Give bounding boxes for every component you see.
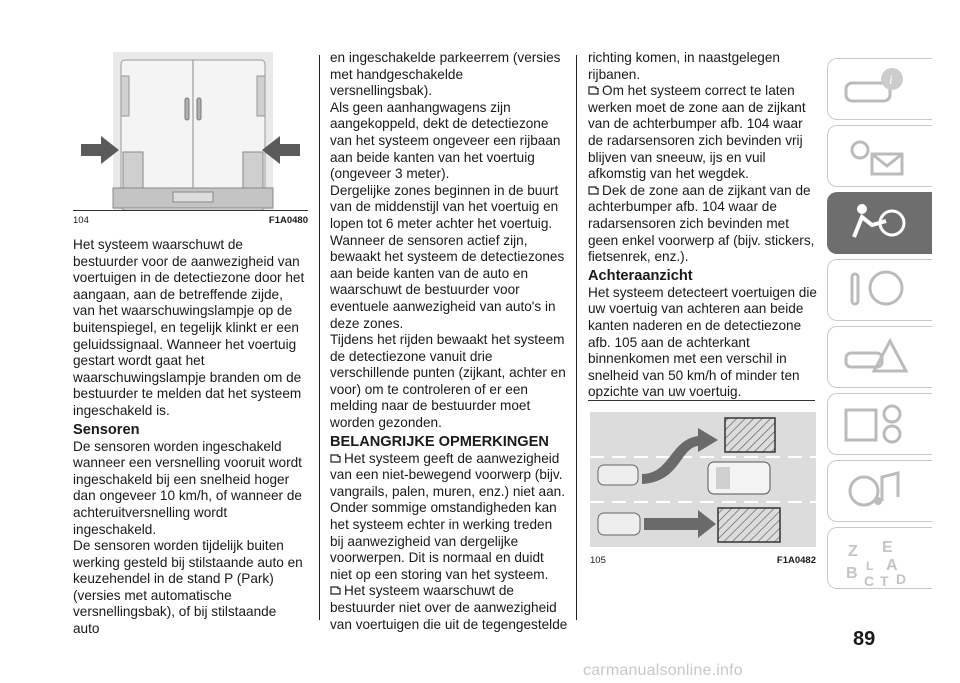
note-item <box>588 183 818 266</box>
paragraph: Tijdens het rijden bewaakt het systeem de detectiezone vanuit drie verschillende punten (zijkant, achter en voor) om te controleren of er een melding naar de bestuurder moet worden gezonden. <box>330 332 566 431</box>
note-bullet-icon <box>330 586 341 595</box>
van-rear-illustration <box>73 52 308 212</box>
note-text: Het systeem waarschuwt de bestuurder niet over de aanwezigheid van voertuigen die uit de tegengestelde <box>330 583 568 632</box>
detection-zone-left <box>725 418 775 452</box>
note-text: Om het systeem correct te laten werken moet de zone aan de zijkant van de achterbumper afb. 104 waar de radarsensoren zich bevinden vrij blijven van sneeuw, ijs en vuil afkomstig van het wegdek. <box>588 83 806 182</box>
note-item <box>330 451 568 584</box>
detection-zone-right <box>718 508 780 542</box>
figure-code: F1A0480 <box>268 215 308 226</box>
figure-104 <box>73 52 308 212</box>
note-text: Dek de zone aan de zijkant van de achterbumper afb. 104 waar de radarsensoren zich bevinden met geen enkel voorwerp af (bijv. stickers, fietsenrek, enz.). <box>588 182 815 265</box>
page-number: 89 <box>853 628 876 650</box>
tab-maintenance[interactable] <box>827 393 932 455</box>
tab-warning-lights[interactable] <box>827 125 932 187</box>
svg-text:i: i <box>889 72 893 87</box>
paragraph: Als geen aanhangwagens zijn aangekoppeld, dekt de detectiezone van het systeem ongeveer een rijbaan aan beide kanten van het voertuig (ongeveer 3 meter). <box>330 99 561 182</box>
emergency-icon <box>842 333 912 381</box>
car-info-icon <box>842 65 912 113</box>
paragraph: De sensoren worden tijdelijk buiten werking gesteld bij stilstaande auto en keuzehendel in de stand P (Park) (versies met automatische versnellingsbak), of bij stilstaande auto <box>73 538 303 637</box>
figure-code: F1A0482 <box>776 555 816 566</box>
text-column-1 <box>73 237 305 638</box>
text-column-2 <box>330 50 568 633</box>
text-column-3 <box>588 50 818 401</box>
paragraph: De sensoren worden ingeschakeld wanneer een versnelling vooruit wordt ingeschakeld bij een snelheid hoger dan ongeveer 10 km/h, of wanneer de achteruitversnelling wordt ingeschakeld. <box>73 438 302 537</box>
car-icon <box>598 465 638 485</box>
road-detection-diagram <box>590 412 816 547</box>
svg-text:T: T <box>880 573 889 589</box>
figure-105 <box>590 412 816 547</box>
heading-sensoren: Sensoren <box>73 421 140 438</box>
note-text: Het systeem geeft de aanwezigheid van een niet-bewegend voorwerp (bijv. vangrails, palen, muren, enz.) niet aan. Onder sommige omstandigheden kan het systeem echter in werking treden bij aanwezigheid van dergelijke voorwerpen. Dit is normaal en duidt niet op een storing van het systeem. <box>330 450 566 582</box>
car-icon <box>598 513 640 535</box>
tab-index[interactable] <box>827 527 932 589</box>
column-divider <box>576 55 577 620</box>
paragraph: richting komen, in naastgelegen rijbanen. <box>588 50 780 82</box>
tab-starting-driving[interactable] <box>827 259 932 321</box>
svg-text:E: E <box>882 539 893 556</box>
watermark: carmanualsonline.info <box>583 662 743 679</box>
svg-text:D: D <box>896 571 907 587</box>
heading-belangrijke-opmerkingen: BELANGRIJKE OPMERKINGEN <box>330 433 549 450</box>
heading-achteraanzicht: Achteraanzicht <box>588 267 693 284</box>
note-item <box>330 583 568 633</box>
paragraph: Wanneer de sensoren actief zijn, bewaakt het systeem de detectiezones aan beide kanten van de auto en waarschuwt de bestuurder voor eventuele aanwezigheid van auto's in deze zones. <box>330 232 565 331</box>
note-item <box>588 83 818 183</box>
note-bullet-icon <box>330 454 341 463</box>
paragraph: Het systeem detecteert voertuigen die uw voertuig van achteren aan beide kanten naderen en de detectiezone afb. 105 aan de achterkant binnenkomen met een verschil in snelheid van 50 km/h of minder ten opzichte van uw voertuig. <box>588 284 817 400</box>
figure-number: 105 <box>590 555 606 566</box>
index-abc-icon <box>842 534 912 590</box>
maintenance-icon <box>842 400 912 448</box>
tab-multimedia[interactable] <box>827 460 932 522</box>
paragraph: Dergelijke zones beginnen in de buurt van de middenstijl van het voertuig en lopen tot 6 meter achter het voertuig. <box>330 182 559 231</box>
multimedia-icon <box>842 467 912 515</box>
tab-car-info[interactable] <box>827 58 932 120</box>
paragraph: en ingeschakelde parkeerrem (versies met handgeschakelde versnellingsbak). <box>330 50 561 99</box>
figure-number: 104 <box>73 215 89 226</box>
svg-text:B: B <box>846 565 858 582</box>
svg-text:A: A <box>886 557 898 574</box>
safety-airbag-icon <box>842 199 912 247</box>
svg-text:L: L <box>866 559 874 573</box>
figure-104-caption <box>73 215 308 226</box>
note-bullet-icon <box>588 186 599 195</box>
column-divider <box>319 55 320 620</box>
tab-safety[interactable] <box>827 192 932 254</box>
figure-105-caption <box>590 555 816 566</box>
svg-text:Z: Z <box>848 543 858 560</box>
note-bullet-icon <box>588 86 599 95</box>
svg-text:C: C <box>864 573 875 589</box>
paragraph: Het systeem waarschuwt de bestuurder voor de aanwezigheid van voertuigen in de detectiezone door het aangaan, aan de betreffende zijde, van het waarschuwingslampje op de buitenspiegel, en tegelijk klinkt er een geluidssignaal. Wanneer het voertuig gestart wordt gaat het waarschuwingslampje branden om de bestuurder te melden dat het systeem ingeschakeld is. <box>73 237 305 418</box>
warning-lights-icon <box>842 132 912 180</box>
tab-emergency[interactable] <box>827 326 932 388</box>
starting-driving-icon <box>842 266 912 314</box>
